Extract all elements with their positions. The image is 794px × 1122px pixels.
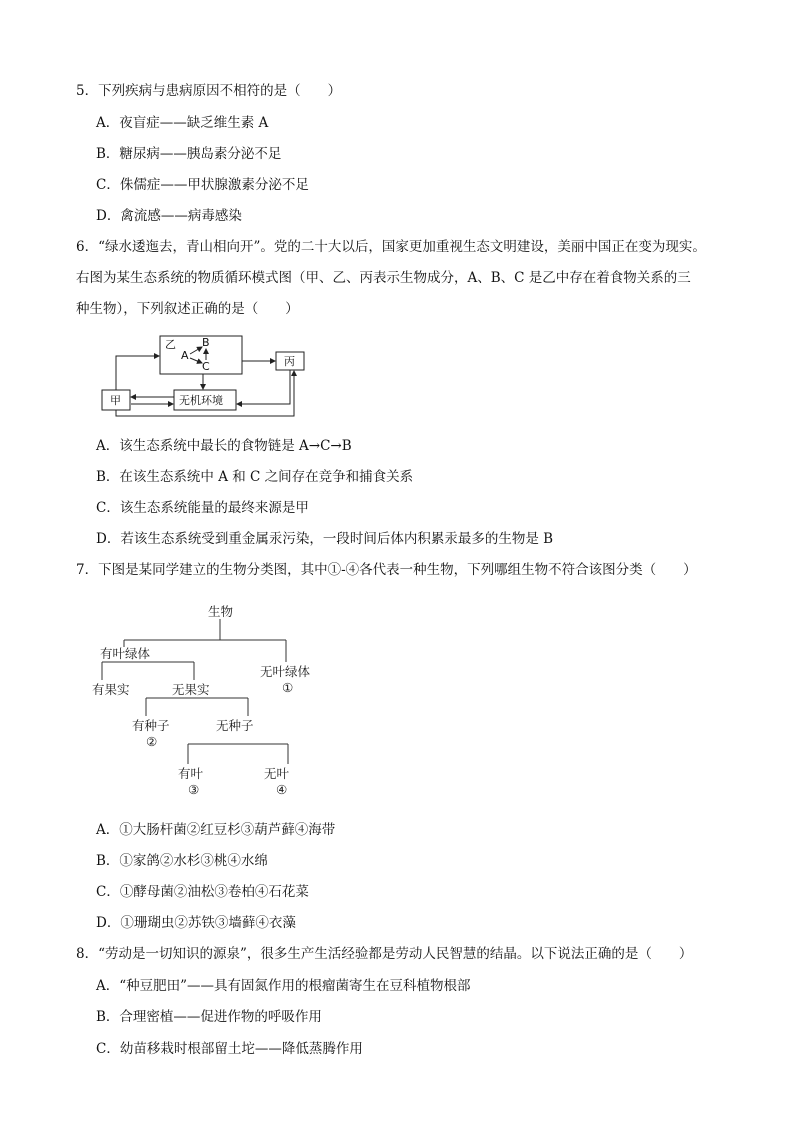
q5-option-d: D．禽流感——病毒感染 xyxy=(96,208,242,224)
q7-option-c: C．①酵母菌②油松③卷柏④石花菜 xyxy=(96,884,309,900)
q6-option-a: A．该生态系统中最长的食物链是 A→C→B xyxy=(96,438,352,454)
q5-option-c: C．侏儒症——甲状腺激素分泌不足 xyxy=(96,177,309,193)
q7-option-d: D．①珊瑚虫②苏铁③墙藓④衣藻 xyxy=(96,915,296,931)
label-yi: 乙 xyxy=(165,338,176,351)
tree-no-fruit: 无果实 xyxy=(172,682,210,697)
q8-option-b: B．合理密植——促进作物的呼吸作用 xyxy=(96,1009,322,1025)
tree-has-seed: 有种子 xyxy=(132,718,170,733)
label-a: A xyxy=(181,349,189,362)
q5-option-b: B．糖尿病——胰岛素分泌不足 xyxy=(96,146,282,162)
tree-has-chloroplast: 有叶绿体 xyxy=(100,646,151,661)
q6-option-b: B．在该生态系统中 A 和 C 之间存在竞争和捕食关系 xyxy=(96,469,414,485)
tree-no-chloroplast: 无叶绿体 xyxy=(260,664,311,679)
question-8-stem: 8．“劳动是一切知识的源泉”，很多生产生活经验都是劳动人民智慧的结晶。以下说法正确的是（ ） xyxy=(76,946,693,962)
question-6-stem-line-1: 6．“绿水逶迤去，青山相向开”。党的二十大以后，国家更加重视生态文明建设，美丽中国正在变为现实。 xyxy=(76,239,706,255)
label-bing: 丙 xyxy=(284,355,295,368)
label-jia: 甲 xyxy=(110,394,121,407)
tree-num-4: ④ xyxy=(276,782,288,797)
q6-option-c: C．该生态系统能量的最终来源是甲 xyxy=(96,500,309,516)
q8-option-c: C．幼苗移栽时根部留土坨——降低蒸腾作用 xyxy=(96,1041,363,1057)
tree-num-3: ③ xyxy=(188,782,200,797)
tree-has-fruit: 有果实 xyxy=(92,682,130,697)
q8-option-a: A．“种豆肥田”——具有固氮作用的根瘤菌寄生在豆科植物根部 xyxy=(96,978,471,994)
tree-root: 生物 xyxy=(208,604,234,619)
tree-has-leaf: 有叶 xyxy=(178,766,204,781)
q5-option-a: A．夜盲症——缺乏维生素 A xyxy=(96,115,269,131)
tree-num-2: ② xyxy=(146,734,158,749)
question-7-stem: 7．下图是某同学建立的生物分类图，其中①-④各代表一种生物，下列哪组生物不符合该图分类（ ） xyxy=(76,562,697,578)
question-6-stem-line-3: 种生物），下列叙述正确的是（ ） xyxy=(76,301,299,317)
question-6-stem-line-2: 右图为某生态系统的物质循环模式图（甲、乙、丙表示生物成分，A、B、C 是乙中存在着食物关系的三 xyxy=(76,270,691,286)
ecosystem-cycle-diagram xyxy=(98,328,318,418)
label-env: 无机环境 xyxy=(179,394,223,407)
q6-option-d: D．若该生态系统受到重金属汞污染，一段时间后体内积累汞最多的生物是 B xyxy=(96,531,554,547)
q7-option-b: B．①家鸽②水杉③桃④水绵 xyxy=(96,853,268,869)
q7-option-a: A．①大肠杆菌②红豆杉③葫芦藓④海带 xyxy=(96,822,336,838)
tree-num-1: ① xyxy=(282,680,294,695)
label-b: B xyxy=(202,336,210,349)
tree-no-seed: 无种子 xyxy=(216,718,254,733)
question-5-stem: 5．下列疾病与患病原因不相符的是（ ） xyxy=(76,83,342,99)
classification-tree-diagram xyxy=(88,600,328,800)
label-c: C xyxy=(202,360,210,373)
tree-no-leaf: 无叶 xyxy=(264,766,290,781)
